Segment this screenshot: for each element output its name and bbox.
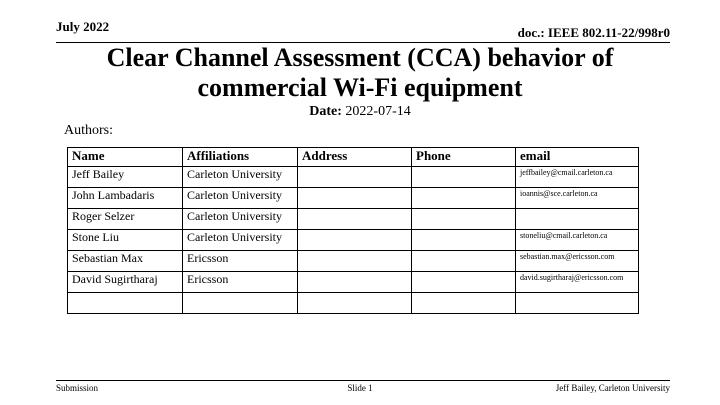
cell-phone	[412, 209, 516, 230]
cell-address	[298, 272, 412, 293]
footer-author: Jeff Bailey, Carleton University	[555, 383, 670, 393]
column-header-address: Address	[298, 148, 412, 167]
cell-name: Roger Selzer	[68, 209, 183, 230]
table-row	[68, 188, 639, 209]
table-row	[68, 293, 639, 314]
cell-phone	[412, 293, 516, 314]
cell-phone	[412, 251, 516, 272]
cell-name: Jeff Bailey	[68, 167, 183, 188]
cell-name: John Lambadaris	[68, 188, 183, 209]
footer-slide-number: Slide 1	[347, 383, 373, 393]
footer-divider	[56, 380, 670, 381]
cell-affiliation: Ericsson	[183, 272, 298, 293]
cell-affiliation	[183, 293, 298, 314]
cell-address	[298, 167, 412, 188]
cell-affiliation: Ericsson	[183, 251, 298, 272]
cell-name: Stone Liu	[68, 230, 183, 251]
slide-title: Clear Channel Assessment (CCA) behavior of commercial Wi-Fi equipment	[106, 43, 614, 102]
column-header-name: Name	[68, 148, 183, 167]
cell-email: ioannis@sce.carleton.ca	[516, 188, 639, 209]
cell-phone	[412, 272, 516, 293]
header-doc-id: doc.: IEEE 802.11-22/998r0	[517, 25, 670, 40]
header-date: July 2022	[56, 19, 110, 34]
cell-address	[298, 188, 412, 209]
cell-email	[516, 293, 639, 314]
table-row	[68, 230, 639, 251]
authors-table	[67, 147, 639, 314]
cell-email: jeffbailey@cmail.carleton.ca	[516, 167, 639, 188]
column-header-affiliations: Affiliations	[183, 148, 298, 167]
table-header-row	[68, 148, 639, 167]
cell-address	[298, 209, 412, 230]
cell-address	[298, 293, 412, 314]
cell-affiliation: Carleton University	[183, 167, 298, 188]
table-row	[68, 272, 639, 293]
column-header-email: email	[516, 148, 639, 167]
cell-affiliation: Carleton University	[183, 230, 298, 251]
cell-name	[68, 293, 183, 314]
cell-affiliation: Carleton University	[183, 209, 298, 230]
cell-address	[298, 230, 412, 251]
cell-affiliation: Carleton University	[183, 188, 298, 209]
table-row	[68, 251, 639, 272]
cell-email: sebastian.max@ericsson.com	[516, 251, 639, 272]
date-line	[0, 104, 720, 120]
date-value: 2022-07-14	[345, 104, 411, 119]
cell-phone	[412, 188, 516, 209]
cell-email: stoneliu@cmail.carleton.ca	[516, 230, 639, 251]
cell-name: David Sugirtharaj	[68, 272, 183, 293]
cell-email	[516, 209, 639, 230]
table-row	[68, 167, 639, 188]
cell-phone	[412, 230, 516, 251]
footer-submission: Submission	[56, 383, 99, 393]
cell-address	[298, 251, 412, 272]
date-label: Date:	[309, 104, 342, 119]
cell-email: david.sugirtharaj@ericsson.com	[516, 272, 639, 293]
cell-phone	[412, 167, 516, 188]
column-header-phone: Phone	[412, 148, 516, 167]
table-row	[68, 209, 639, 230]
authors-label: Authors:	[64, 123, 113, 138]
cell-name: Sebastian Max	[68, 251, 183, 272]
